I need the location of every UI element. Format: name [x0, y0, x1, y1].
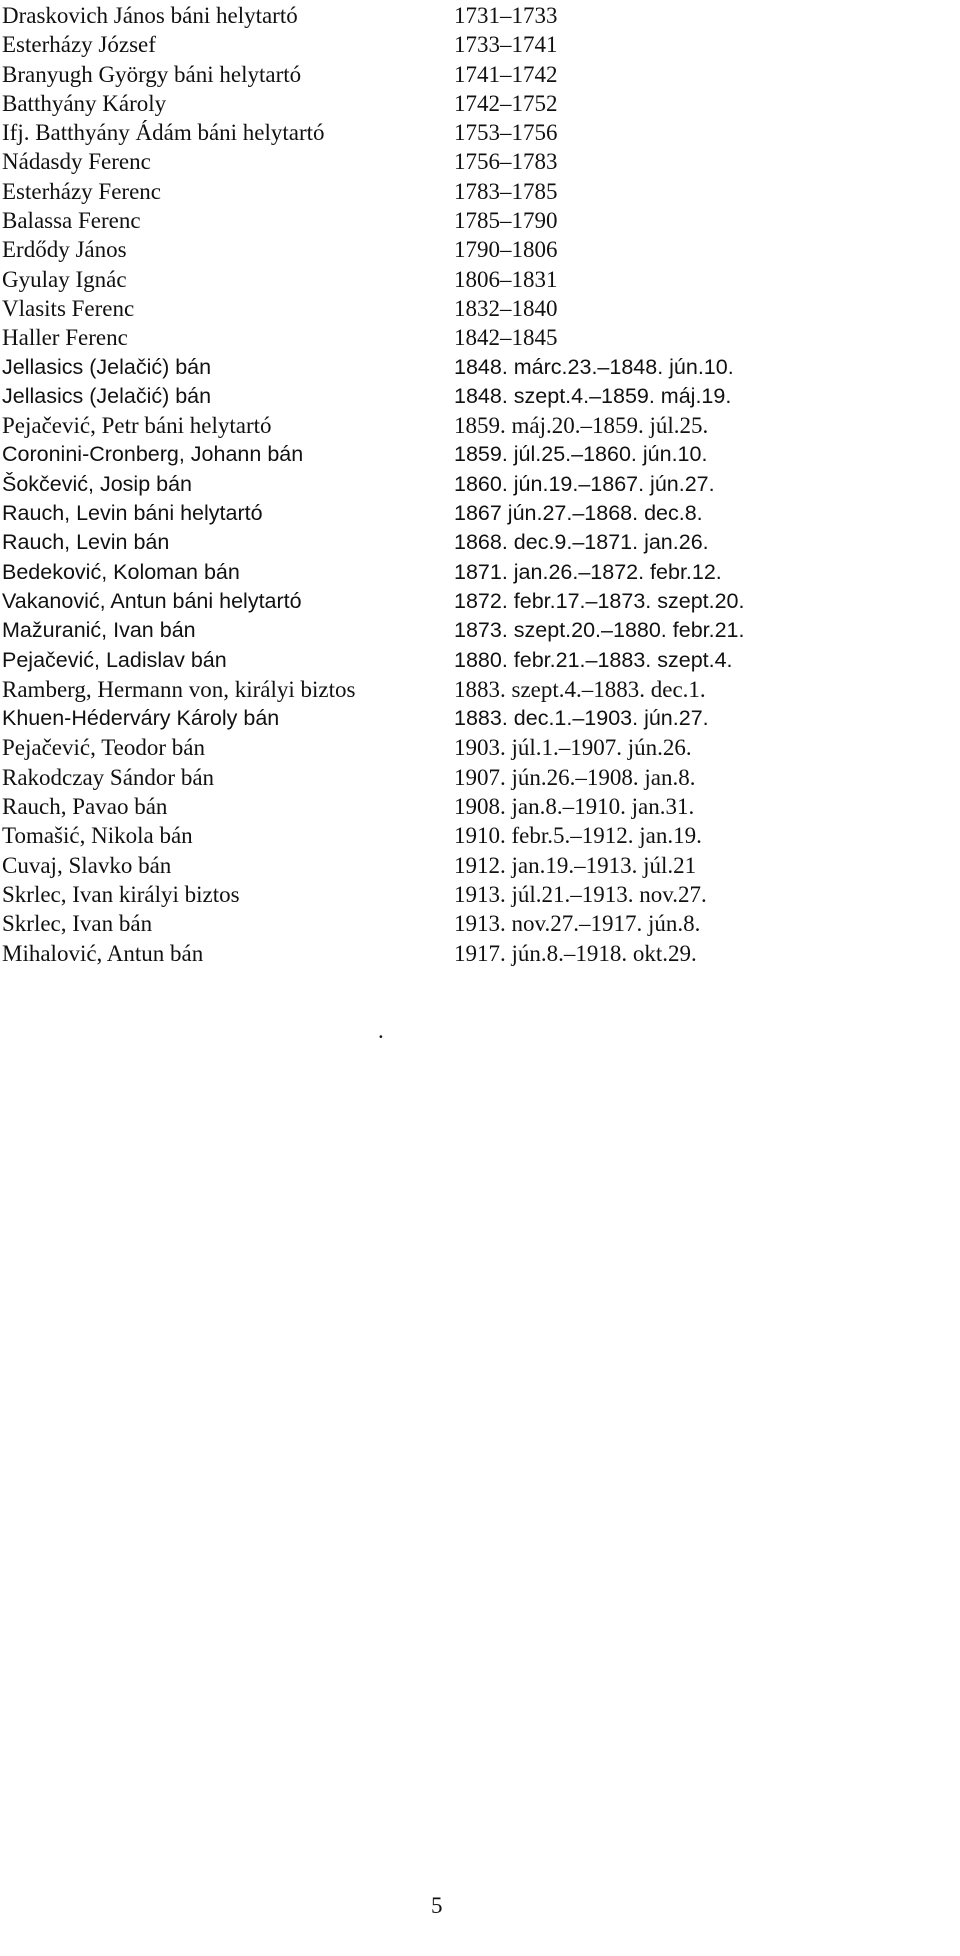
term-dates: 1859. júl.25.–1860. jún.10.: [454, 442, 708, 467]
term-dates: 1871. jan.26.–1872. febr.12.: [454, 559, 722, 584]
term-dates: 1917. jún.8.–1918. okt.29.: [454, 940, 697, 966]
officeholder-name: Mažuranić, Ivan bán: [2, 618, 196, 643]
term-dates: 1912. jan.19.–1913. júl.21: [454, 852, 697, 878]
officeholder-name: Rauch, Levin bán: [2, 530, 170, 555]
list-row: [2, 704, 952, 733]
term-dates: 1880. febr.21.–1883. szept.4.: [454, 647, 733, 672]
list-row: [2, 558, 952, 587]
term-dates: 1731–1733: [454, 3, 558, 28]
stray-dot: .: [378, 1018, 384, 1043]
officeholder-name: Vlasits Ferenc: [2, 295, 135, 321]
officeholder-name: Pejačević, Ladislav bán: [2, 647, 227, 672]
list-row: [2, 821, 952, 850]
list-row: [2, 235, 952, 264]
term-dates: 1790–1806: [454, 237, 558, 263]
term-dates: 1848. szept.4.–1859. máj.19.: [454, 383, 732, 408]
list-row: [2, 675, 952, 704]
term-dates: 1842–1845: [454, 325, 558, 351]
term-dates: 1785–1790: [454, 208, 558, 234]
list-row: [2, 646, 952, 675]
term-dates: 1733–1741: [454, 32, 558, 58]
term-dates: 1868. dec.9.–1871. jan.26.: [454, 530, 709, 555]
list-row: [2, 792, 952, 821]
term-dates: 1742–1752: [454, 90, 558, 116]
officeholder-name: Jellasics (Jelačić) bán: [2, 354, 212, 379]
list-row: [2, 851, 952, 880]
list-row: [2, 528, 952, 557]
list-row: [2, 499, 952, 528]
list-row: [2, 294, 952, 323]
list-row: [2, 147, 952, 176]
list-row: [2, 1, 952, 30]
officeholder-name: Draskovich János báni helytartó: [2, 3, 298, 28]
term-dates: 1873. szept.20.–1880. febr.21.: [454, 618, 745, 643]
officeholder-name: Skrlec, Ivan bán: [2, 911, 153, 937]
officeholder-name: Vakanović, Antun báni helytartó: [2, 588, 302, 613]
officeholder-name: Pejačević, Teodor bán: [2, 735, 205, 761]
list-row: [2, 265, 952, 294]
list-row: [2, 60, 952, 89]
list-row: [2, 89, 952, 118]
officeholder-name: Rauch, Pavao bán: [2, 794, 168, 820]
term-dates: 1783–1785: [454, 178, 558, 204]
list-row: [2, 206, 952, 235]
term-dates: 1753–1756: [454, 120, 558, 146]
officeholder-name: Mihalović, Antun bán: [2, 940, 204, 966]
term-dates: 1860. jún.19.–1867. jún.27.: [454, 471, 715, 496]
list-row: [2, 30, 952, 59]
officeholder-name: Šokčević, Josip bán: [2, 471, 193, 496]
list-row: [2, 909, 952, 938]
list-row: [2, 440, 952, 469]
officeholder-name: Esterházy Ferenc: [2, 178, 162, 204]
officeholder-list: [2, 1, 952, 968]
term-dates: 1806–1831: [454, 266, 558, 292]
list-row: [2, 733, 952, 762]
officeholder-name: Skrlec, Ivan királyi biztos: [2, 881, 240, 907]
term-dates: 1756–1783: [454, 149, 558, 175]
officeholder-name: Ramberg, Hermann von, királyi biztos: [2, 676, 356, 702]
list-row: [2, 382, 952, 411]
officeholder-name: Rauch, Levin báni helytartó: [2, 501, 263, 526]
page-number: 5: [431, 1893, 443, 1918]
term-dates: 1741–1742: [454, 61, 558, 87]
officeholder-name: Jellasics (Jelačić) bán: [2, 383, 212, 408]
list-row: [2, 763, 952, 792]
list-row: [2, 587, 952, 616]
officeholder-name: Balassa Ferenc: [2, 208, 141, 234]
officeholder-name: Pejačević, Petr báni helytartó: [2, 413, 272, 439]
term-dates: 1867 jún.27.–1868. dec.8.: [454, 501, 703, 526]
officeholder-name: Tomašić, Nikola bán: [2, 823, 193, 849]
officeholder-name: Nádasdy Ferenc: [2, 149, 151, 175]
term-dates: 1910. febr.5.–1912. jan.19.: [454, 823, 702, 849]
list-row: [2, 939, 952, 968]
list-row: [2, 353, 952, 382]
officeholder-name: Haller Ferenc: [2, 325, 128, 351]
term-dates: 1883. szept.4.–1883. dec.1.: [454, 676, 706, 702]
term-dates: 1908. jan.8.–1910. jan.31.: [454, 794, 695, 820]
term-dates: 1903. júl.1.–1907. jún.26.: [454, 735, 692, 761]
list-row: [2, 470, 952, 499]
officeholder-name: Cuvaj, Slavko bán: [2, 852, 172, 878]
term-dates: 1907. jún.26.–1908. jan.8.: [454, 764, 696, 790]
officeholder-name: Rakodczay Sándor bán: [2, 764, 215, 790]
officeholder-name: Branyugh György báni helytartó: [2, 61, 302, 87]
officeholder-name: Batthyány Károly: [2, 90, 167, 116]
term-dates: 1913. júl.21.–1913. nov.27.: [454, 881, 707, 907]
officeholder-name: Ifj. Batthyány Ádám báni helytartó: [2, 120, 325, 146]
term-dates: 1913. nov.27.–1917. jún.8.: [454, 911, 701, 937]
officeholder-name: Coronini-Cronberg, Johann bán: [2, 442, 304, 467]
list-row: [2, 616, 952, 645]
term-dates: 1883. dec.1.–1903. jún.27.: [454, 706, 709, 731]
list-row: [2, 880, 952, 909]
officeholder-name: Bedeković, Koloman bán: [2, 559, 240, 584]
list-row: [2, 323, 952, 352]
term-dates: 1872. febr.17.–1873. szept.20.: [454, 588, 745, 613]
officeholder-name: Esterházy József: [2, 32, 156, 58]
term-dates: 1848. márc.23.–1848. jún.10.: [454, 354, 734, 379]
officeholder-name: Khuen-Héderváry Károly bán: [2, 706, 280, 731]
officeholder-name: Gyulay Ignác: [2, 266, 127, 292]
term-dates: 1832–1840: [454, 295, 558, 321]
list-row: [2, 411, 952, 440]
list-row: [2, 177, 952, 206]
list-row: [2, 118, 952, 147]
term-dates: 1859. máj.20.–1859. júl.25.: [454, 413, 709, 439]
officeholder-name: Erdődy János: [2, 237, 127, 263]
